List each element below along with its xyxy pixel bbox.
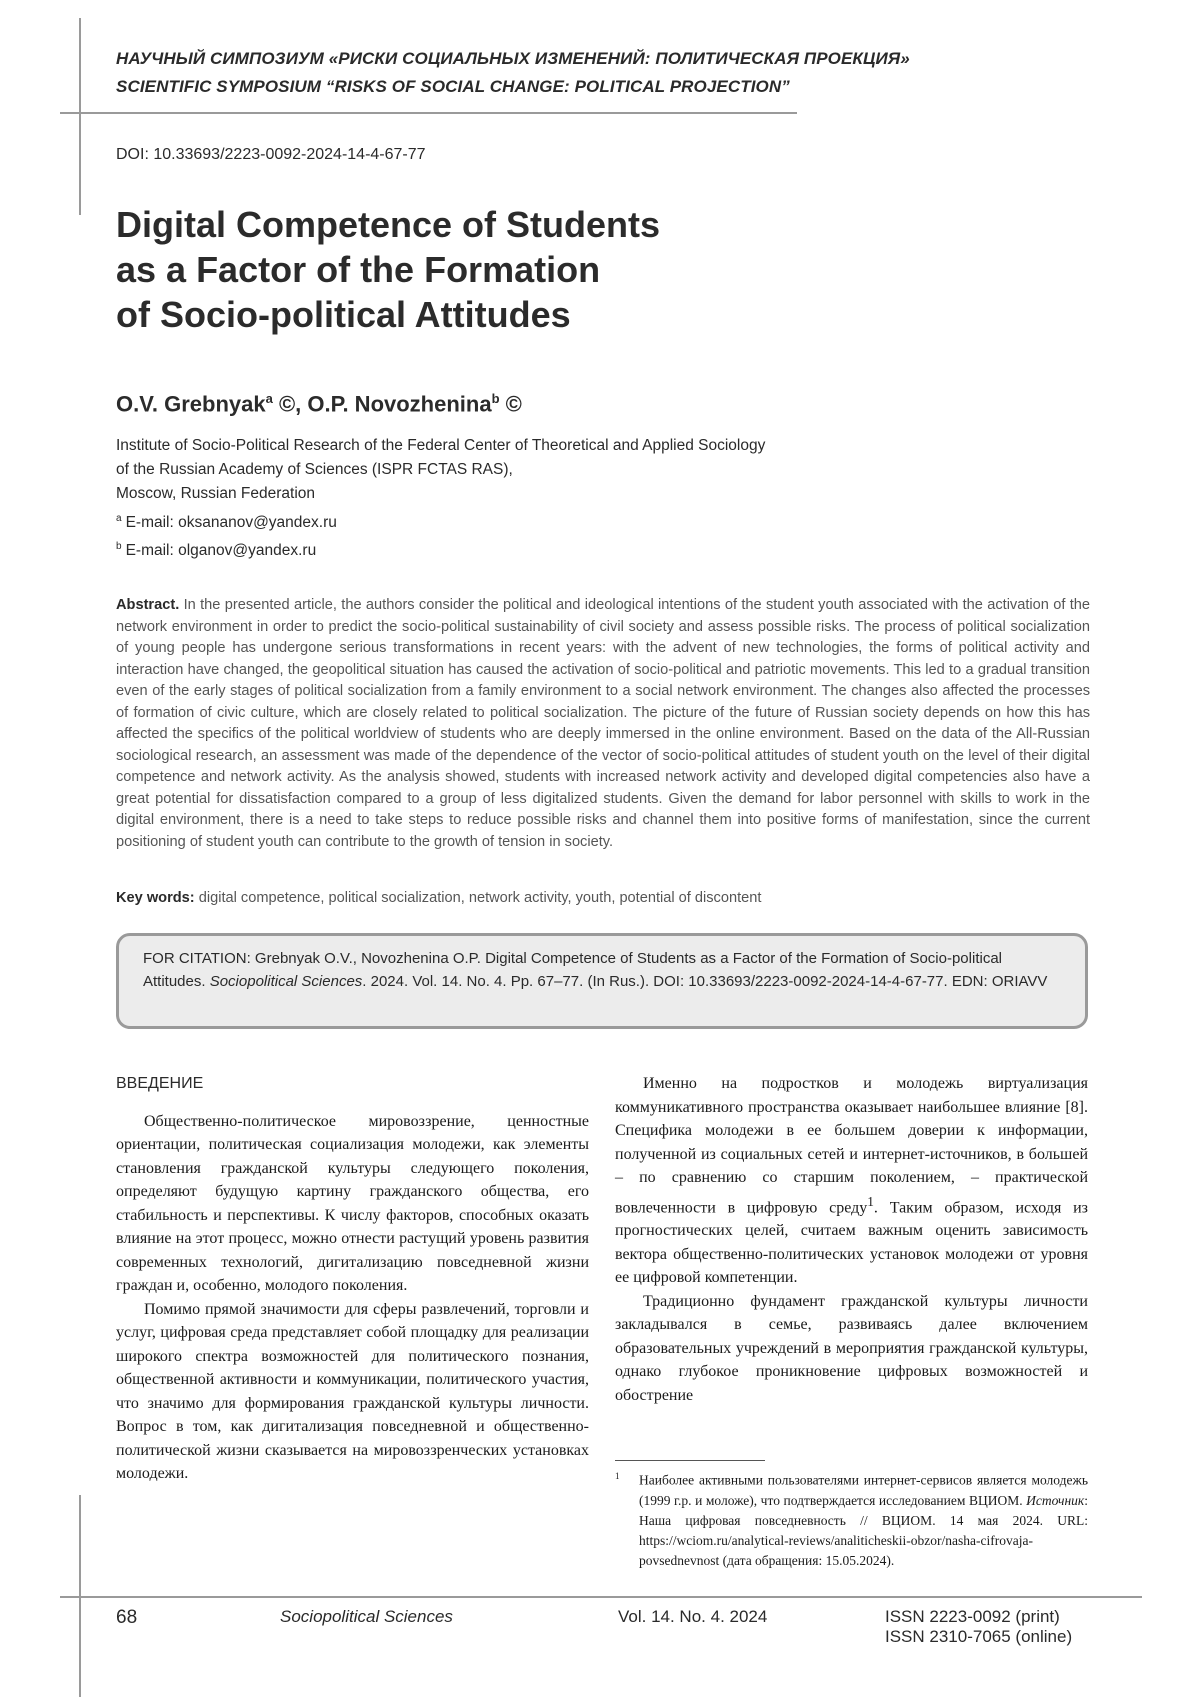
title-line-3: of Socio-political Attitudes [116,294,571,335]
keywords-label: Key words: [116,890,195,906]
citation-part-2: . 2024. Vol. 14. No. 4. Pp. 67–77. (In Rus.). DOI: 10.33693/2223-0092-2024-14-4-67-77. EDN: ORIAVV [362,972,1048,990]
footer-issn [885,1607,1072,1647]
page-number: 68 [116,1607,138,1628]
author-2-name: O.P. Novozhenina [307,391,492,417]
right-paragraph-1-a: Именно на подростков и молодежь виртуализация коммуникативного пространства оказывает наибольшее влияние [8]. Специфика молодежи в ее большем доверии к информации, полученной из социальных сетей и интернет-источников, в большей – по сравнению со старшим поколением, – практической вовлеченности в цифровую среду [615,1075,1088,1216]
email-b-text: E-mail: olganov@yandex.ru [125,542,317,560]
footnote-source-label: Источник [1026,1492,1085,1508]
right-column [615,1072,1088,1407]
section-title-introduction: ВВЕДЕНИЕ [116,1075,204,1092]
article-title [116,202,756,337]
footnote-rule [615,1460,765,1461]
abstract-label: Abstract. [116,597,180,613]
author-2-sup: b [491,391,500,406]
footnote-text-a: Наиболее активными пользователями интернет-сервисов является молодежь (1999 г.р. и моложе), что подтверждается исследованием ВЦИОМ. [639,1472,1088,1508]
left-paragraph-2: Помимо прямой значимости для сферы развлечений, торговли и услуг, цифровая среда представляет собой площадку для реализации широкого спектра возможностей для политического познания, общественной активности и коммуникации, политического участия, что значимо для формирования гражданской культуры личности. Вопрос в том, как дигитализация повседневной и общественно-политической жизни сказывается на мировоззренческих установках молодежи. [116,1300,589,1482]
affiliation-line-1: Institute of Socio-Political Research of the Federal Center of Theoretical and Applied Sociology [116,437,766,454]
footnote [615,1466,1088,1571]
author-1-name: O.V. Grebnyak [116,391,266,417]
author-1-copyright: ©, [272,391,308,417]
email-a-text: E-mail: oksananov@yandex.ru [125,514,337,532]
footer-horizontal-rule [60,1596,1142,1598]
abstract-text: In the presented article, the authors consider the political and ideological intentions of the student youth associated with the activation of the network environment in order to predict the socio-political sustainability of civil society and assess possible risks. The process of political socialization of young people has undergone serious transformations in recent years: with the advent of new technologies, the forms of political activity and interaction have changed, the geopolitical situation has caused the activation of socio-political and patriotic movements. This led to a gradual transition even of the early stages of political socialization from a family environment to a social network environment. The changes also affected the processes of formation of civic culture, which are closely related to political socialization. The picture of the future of Russian society depends on how this has affected the specifics of the political worldview of students who are deeply immersed in the online environment. Based on the data of the All-Russian sociological research, an assessment was made of the dependence of the vector of socio-political attitudes of student youth on the level of their digital competence and network activity. As the analysis showed, students with increased network activity and developed digital competencies also have a great potential for dissatisfaction compared to a group of less digitalized students. Given the demand for labor personnel with skills to work in the digital environment, there is a need to take steps to reduce possible risks and channel them into positive forms of manifestation, since the current positioning of student youth can contribute to the growth of tension in society. [116,597,1091,850]
keywords [116,890,761,906]
left-column [116,1072,589,1486]
author-1-sup: a [265,391,273,406]
title-line-1: Digital Competence of Students [116,204,661,245]
citation-box [116,933,1088,1029]
abstract [116,595,1090,853]
affiliation-line-2: of the Russian Academy of Sciences (ISPR FCTAS RAS), [116,461,513,478]
issn-print: ISSN 2223-0092 (print) [885,1607,1060,1626]
authors [116,391,522,417]
left-paragraph-1: Общественно-политическое мировоззрение, ценностные ориентации, политическая социализация молодежи, как элементы становления гражданской культуры следующего поколения, определяют будущую картину гражданского общества, его стабильность и перспективы. К числу факторов, способных оказать влияние на этот процесс, можно отнести растущий уровень развития современных технологий, дигитализацию повседневной жизни граждан и, особенно, молодого поколения. [116,1112,589,1294]
email-a-sup: a [116,513,122,524]
header-horizontal-rule [60,112,797,114]
email-b[interactable] [116,541,316,560]
keywords-text: digital competence, political socialization, network activity, youth, potential of discontent [194,890,762,906]
footnote-ref-1[interactable]: 1 [867,1193,874,1209]
issn-online: ISSN 2310-7065 (online) [885,1627,1073,1646]
email-a[interactable] [116,513,337,532]
email-b-sup: b [116,541,122,552]
citation-part-1: FOR CITATION: Grebnyak O.V., Novozhenina O.P. Digital Competence of Students as a Factor of the Formation of Socio-political Attitudes. [143,950,1002,990]
right-paragraph-2: Традиционно фундамент гражданской культуры личности закладывался в семье, развиваясь далее включением образовательных учреждений в мероприятия гражданской культуры, однако глубокое проникновение цифровых возможностей и обострение [615,1292,1088,1404]
doi: DOI: 10.33693/2223-0092-2024-14-4-67-77 [116,146,426,163]
author-2-copyright: © [499,391,522,417]
affiliation-line-3: Moscow, Russian Federation [116,485,316,502]
footnote-text-b: : Наша цифровая повседневность // ВЦИОМ. 14 мая 2024. URL: https://wciom.ru/analytical-reviews/analiticheskii-obzor/nasha-cifrovaja-povsednevnost (дата обращения: 15.05.2024). [639,1492,1088,1568]
right-paragraph-1 [615,1072,1088,1290]
affiliation [116,434,765,506]
symposium-header [116,45,910,101]
footer-volume: Vol. 14. No. 4. 2024 [618,1607,768,1626]
right-paragraph-1-b: . Таким образом, исходя из прогностических целей, считаем важным оценить зависимость вектора общественно-политических установок молодежи от уровня ее цифровой компетенции. [615,1198,1088,1287]
header-vertical-rule [79,18,81,215]
header-line-ru: НАУЧНЫЙ СИМПОЗИУМ «РИСКИ СОЦИАЛЬНЫХ ИЗМЕНЕНИЙ: ПОЛИТИЧЕСКАЯ ПРОЕКЦИЯ» [116,49,910,68]
header-line-en: SCIENTIFIC SYMPOSIUM “RISKS OF SOCIAL CHANGE: POLITICAL PROJECTION” [116,77,790,96]
citation-journal: Sociopolitical Sciences [209,972,363,990]
footer-journal: Sociopolitical Sciences [280,1607,453,1626]
title-line-2: as a Factor of the Formation [116,249,601,290]
footnote-number: 1 [615,1471,620,1481]
